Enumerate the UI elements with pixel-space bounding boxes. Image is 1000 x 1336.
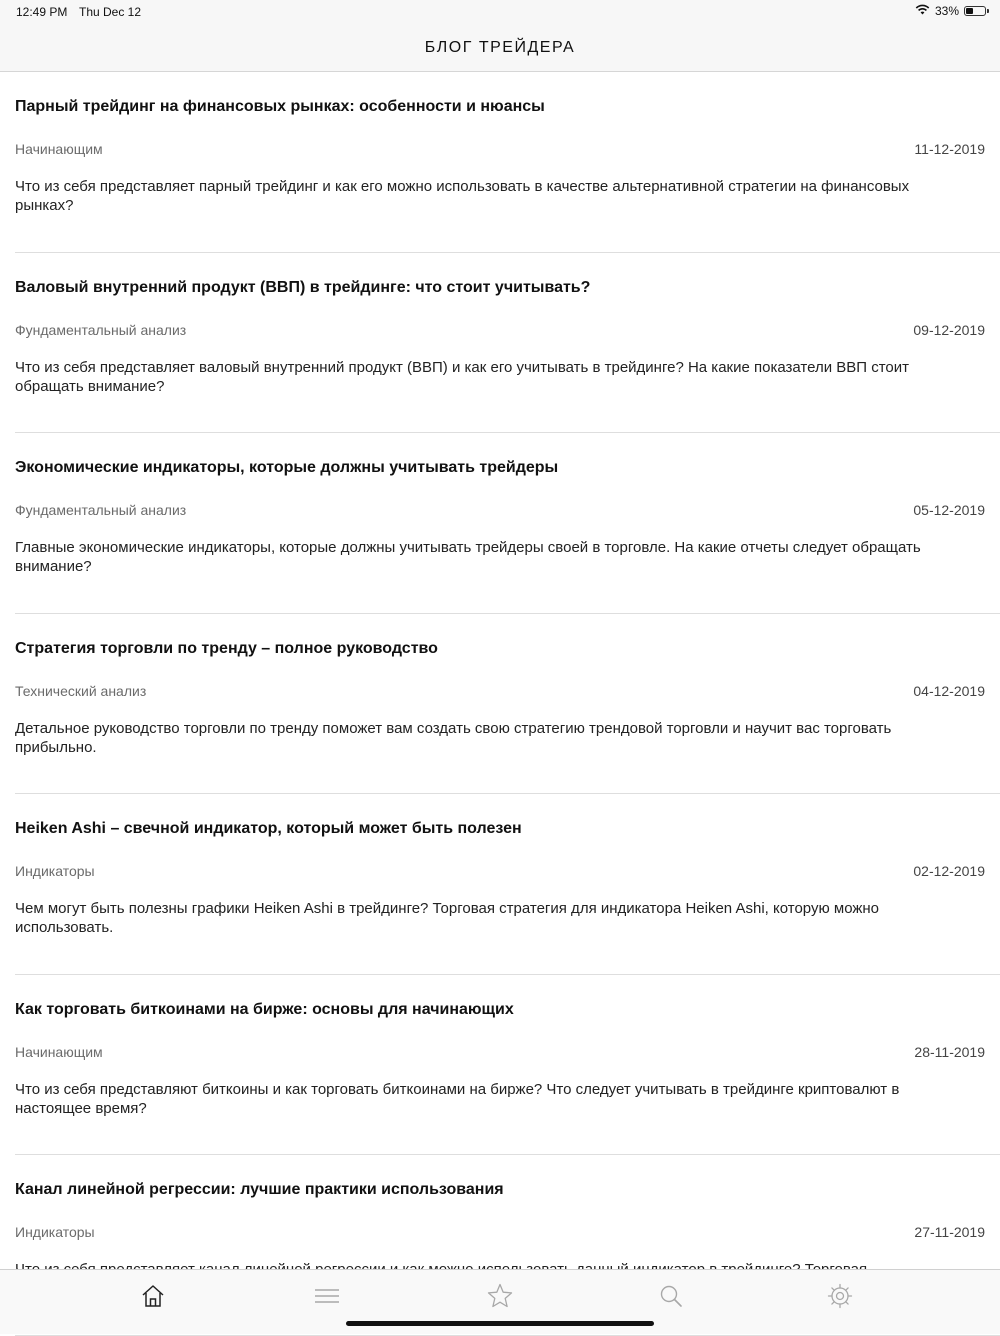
status-date: Thu Dec 12: [79, 5, 142, 19]
article-item[interactable]: [15, 794, 1000, 975]
wifi-icon: [915, 4, 930, 18]
article-description: Чем могут быть полезны графики Heiken Ashi в трейдинге? Торговая стратегия для индикатора Heiken Ashi, которую можно использовать.: [15, 900, 880, 936]
article-title: Канал линейной регрессии: лучшие практики использования: [15, 1181, 504, 1198]
nav-bar: [0, 24, 1000, 72]
article-category: Фундаментальный анализ: [15, 502, 187, 518]
article-date: 04-12-2019: [913, 682, 985, 699]
article-item[interactable]: [15, 975, 1000, 1156]
article-category: Индикаторы: [15, 863, 95, 879]
article-title: Экономические индикаторы, которые должны учитывать трейдеры: [15, 459, 559, 476]
search-icon: [657, 1282, 685, 1315]
article-description: Главные экономические индикаторы, которые должны учитывать трейдеры своей в торговле. На какие отчеты следует обращать внимание?: [15, 539, 921, 575]
tab-home[interactable]: [139, 1284, 167, 1312]
article-date: 05-12-2019: [913, 502, 985, 518]
article-category: Индикаторы: [15, 1224, 95, 1240]
article-item[interactable]: [15, 72, 1000, 253]
article-item[interactable]: [15, 433, 1000, 614]
battery-icon: [964, 6, 986, 16]
article-category: Технический анализ: [15, 682, 147, 699]
status-bar: [0, 0, 1000, 24]
article-date: 09-12-2019: [913, 321, 985, 338]
article-date: 11-12-2019: [914, 141, 985, 157]
article-description: Что из себя представляет валовый внутренний продукт (ВВП) и как его учитывать в трейдинге? На какие показатели ВВП стоит обращать внимание?: [15, 358, 910, 395]
article-description: Детальное руководство торговли по тренду поможет вам создать свою стратегию трендовой торговли и научит вас торговать прибыльно.: [15, 719, 892, 756]
page-title: БЛОГ ТРЕЙДЕРА: [424, 38, 576, 56]
tab-favorites[interactable]: [486, 1284, 514, 1312]
article-date: 28-11-2019: [914, 1043, 985, 1060]
article-title: Валовый внутренний продукт (ВВП) в трейдинге: что стоит учитывать?: [15, 278, 591, 296]
article-description: Что из себя представляет парный трейдинг и как его можно использовать в качестве альтернативной стратегии на финансовых рынках?: [15, 178, 910, 214]
star-icon: [486, 1282, 514, 1315]
article-title: Как торговать биткоинами на бирже: основы для начинающих: [15, 1000, 514, 1018]
article-list[interactable]: [0, 72, 1000, 1269]
article-title: Стратегия торговли по тренду – полное руководство: [15, 639, 438, 657]
home-indicator: [346, 1321, 654, 1326]
article-title: Heiken Ashi – свечной индикатор, который может быть полезен: [15, 820, 522, 837]
article-title: Парный трейдинг на финансовых рынках: особенности и нюансы: [15, 98, 545, 115]
article-category: Начинающим: [15, 1043, 103, 1060]
article-date: 02-12-2019: [913, 863, 985, 879]
article-date: 27-11-2019: [914, 1224, 985, 1240]
article-category: Начинающим: [15, 141, 103, 157]
article-category: Фундаментальный анализ: [15, 321, 187, 338]
article-item[interactable]: [15, 253, 1000, 434]
menu-icon: [313, 1283, 341, 1314]
tab-settings[interactable]: [826, 1284, 854, 1312]
tab-menu[interactable]: [313, 1284, 341, 1312]
gear-icon: [826, 1282, 854, 1315]
status-time: 12:49 PM: [16, 5, 68, 19]
article-item[interactable]: [15, 614, 1000, 795]
article-description: Что из себя представляют биткоины и как торговать биткоинами на бирже? Что следует учитывать в трейдинге криптовалют в настоящее время?: [15, 1080, 900, 1117]
home-icon: [140, 1283, 166, 1314]
status-right: [915, 4, 986, 18]
battery-percent: 33%: [934, 4, 959, 18]
tab-search[interactable]: [657, 1284, 685, 1312]
